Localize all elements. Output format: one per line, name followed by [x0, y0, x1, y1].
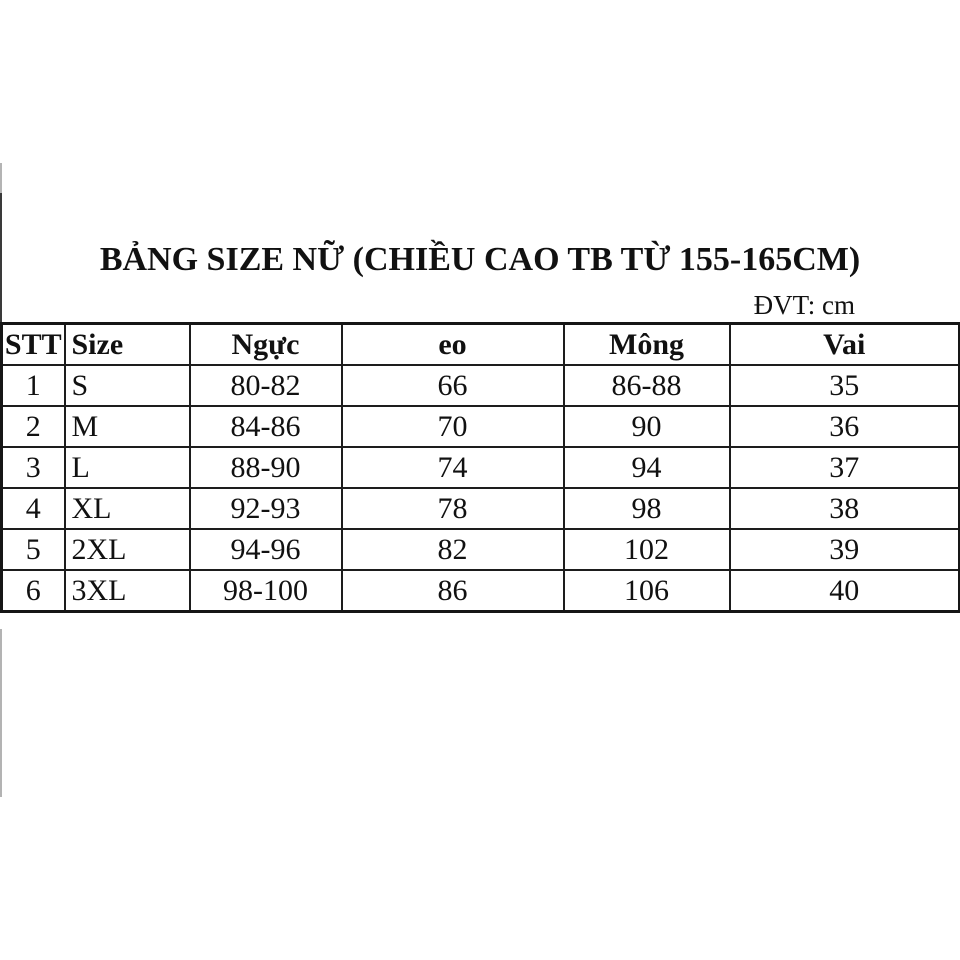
- cell-stt: 5: [2, 529, 65, 570]
- column-header-size: Size: [65, 324, 190, 366]
- table-row: [2, 447, 960, 488]
- unit-note: ĐVT: cm: [753, 290, 855, 320]
- cell-nguc: 88-90: [190, 447, 342, 488]
- cell-vai: 38: [730, 488, 960, 529]
- table-row: [2, 488, 960, 529]
- cell-nguc: 98-100: [190, 570, 342, 612]
- column-header-mong: Mông: [564, 324, 730, 366]
- cell-eo: 66: [342, 365, 564, 406]
- header-row: [2, 324, 960, 366]
- cell-vai: 40: [730, 570, 960, 612]
- cell-nguc: 94-96: [190, 529, 342, 570]
- cell-stt: 2: [2, 406, 65, 447]
- cell-eo: 70: [342, 406, 564, 447]
- cell-eo: 74: [342, 447, 564, 488]
- cell-stt: 1: [2, 365, 65, 406]
- cell-size: L: [65, 447, 190, 488]
- cell-eo: 82: [342, 529, 564, 570]
- cell-stt: 4: [2, 488, 65, 529]
- cell-size: XL: [65, 488, 190, 529]
- cell-size: M: [65, 406, 190, 447]
- column-header-vai: Vai: [730, 324, 960, 366]
- cell-nguc: 80-82: [190, 365, 342, 406]
- cell-eo: 78: [342, 488, 564, 529]
- cell-nguc: 84-86: [190, 406, 342, 447]
- table-row: [2, 365, 960, 406]
- cell-mong: 102: [564, 529, 730, 570]
- cell-vai: 36: [730, 406, 960, 447]
- column-header-stt: STT: [2, 324, 65, 366]
- left-edge-crop-line-top: [0, 163, 2, 193]
- cell-nguc: 92-93: [190, 488, 342, 529]
- cell-mong: 98: [564, 488, 730, 529]
- cell-stt: 6: [2, 570, 65, 612]
- cell-vai: 37: [730, 447, 960, 488]
- size-table: [0, 322, 960, 613]
- page-title: BẢNG SIZE NỮ (CHIỀU CAO TB TỪ 155-165CM): [99, 241, 861, 278]
- cell-mong: 106: [564, 570, 730, 612]
- left-edge-crop-line-bottom: [0, 629, 2, 797]
- table-row: [2, 570, 960, 612]
- cell-mong: 94: [564, 447, 730, 488]
- cell-stt: 3: [2, 447, 65, 488]
- cell-vai: 35: [730, 365, 960, 406]
- table-row: [2, 406, 960, 447]
- cell-vai: 39: [730, 529, 960, 570]
- cell-size: 3XL: [65, 570, 190, 612]
- cell-size: 2XL: [65, 529, 190, 570]
- column-header-eo: eo: [342, 324, 564, 366]
- column-header-nguc: Ngực: [190, 324, 342, 366]
- cell-size: S: [65, 365, 190, 406]
- cell-eo: 86: [342, 570, 564, 612]
- table-row: [2, 529, 960, 570]
- cell-mong: 90: [564, 406, 730, 447]
- cell-mong: 86-88: [564, 365, 730, 406]
